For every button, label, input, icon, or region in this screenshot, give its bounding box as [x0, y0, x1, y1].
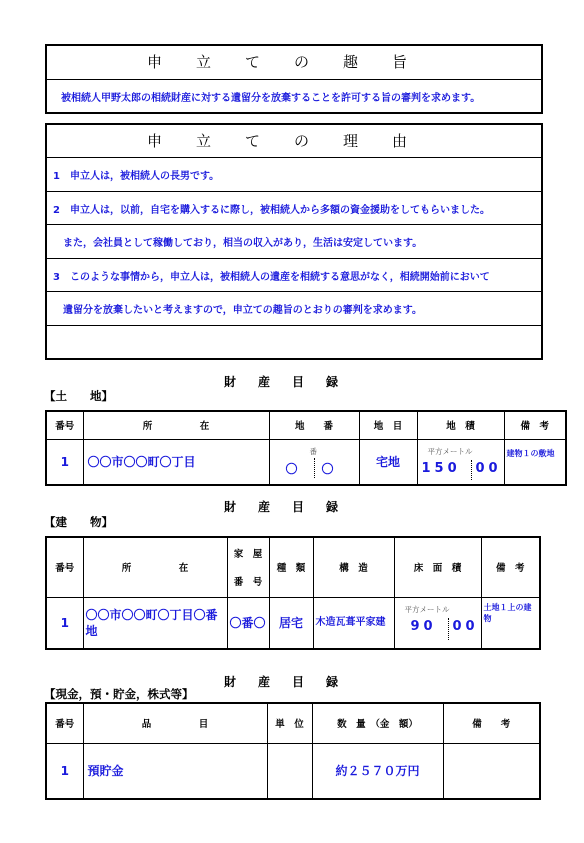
- building-cell-note: 土地１上の建物: [481, 597, 540, 649]
- building-floor-int: 90: [410, 618, 437, 634]
- building-label: 【建 物】: [44, 515, 113, 529]
- reason-line: [47, 326, 541, 357]
- reason-line: 1 申立人は，被相続人の長男です。: [47, 158, 541, 192]
- building-header-note: 備 考: [481, 537, 540, 597]
- cash-header-unit: 単 位: [267, 703, 312, 743]
- cash-cell-unit: [267, 743, 312, 799]
- land-lot-divider: [314, 458, 315, 478]
- land-lot-b: 〇: [321, 461, 334, 476]
- building-floor-dec: 00: [452, 618, 479, 634]
- cash-cell-item: 預貯金: [83, 743, 267, 799]
- building-cell-floor: [394, 597, 481, 649]
- cash-cell-qty: 約２５７０万円: [312, 743, 443, 799]
- land-area-dec: 00: [475, 460, 502, 476]
- building-header-floor: 床 面 積: [394, 537, 481, 597]
- cash-cell-note: [443, 743, 540, 799]
- reason-line: また，会社員として稼働しており，相当の収入があり，生活は安定しています。: [47, 225, 541, 259]
- reason-box: [45, 123, 543, 360]
- land-cell-location: 〇〇市〇〇町〇丁目: [83, 439, 269, 485]
- table-row: [46, 743, 540, 799]
- building-header-house-no-b: 番 号: [233, 577, 263, 589]
- cash-cell-no: 1: [46, 743, 83, 799]
- section-title-cash: 財産目録: [223, 675, 360, 689]
- building-floor-unit: 平方メートル: [404, 604, 450, 614]
- reason-header: 申立ての理由: [47, 125, 541, 158]
- land-area-divider: [471, 460, 472, 480]
- reason-line: 2 申立人は，以前，自宅を購入するに際し，被相続人から多額の資金援助をしてもらいました。: [47, 192, 541, 225]
- building-table: [45, 536, 541, 650]
- building-cell-no: 1: [46, 597, 83, 649]
- land-header-area: 地 積: [417, 411, 504, 439]
- land-cell-lot: [269, 439, 359, 485]
- land-cell-area: [417, 439, 504, 485]
- section-title-land: 財産目録: [223, 375, 360, 389]
- cash-header-no: 番号: [46, 703, 83, 743]
- cash-header-note: 備 考: [443, 703, 540, 743]
- building-header-no: 番号: [46, 537, 83, 597]
- building-cell-structure: 木造瓦葺平家建: [313, 597, 394, 649]
- building-cell-kind: 居宅: [269, 597, 313, 649]
- cash-table: [45, 702, 541, 800]
- land-header-no: 番号: [46, 411, 83, 439]
- land-label: 【土 地】: [44, 389, 113, 403]
- table-row: [46, 597, 540, 649]
- land-cell-note: 建物１の敷地: [504, 439, 566, 485]
- land-header-note: 備 考: [504, 411, 566, 439]
- purpose-header: 申立ての趣旨: [47, 46, 541, 80]
- purpose-box: [45, 44, 543, 114]
- building-header-structure: 構 造: [313, 537, 394, 597]
- section-title-building: 財産目録: [223, 500, 360, 514]
- land-table: [45, 410, 567, 486]
- building-header-kind: 種 類: [269, 537, 313, 597]
- cash-header-qty: 数 量 （金 額）: [312, 703, 443, 743]
- cash-label: 【現金，預・貯金，株式等】: [44, 687, 194, 701]
- table-row: [46, 439, 566, 485]
- building-header-location: 所 在: [83, 537, 227, 597]
- land-cell-no: 1: [46, 439, 83, 485]
- purpose-text: 被相続人甲野太郎の相続財産に対する遺留分を放棄することを許可する旨の審判を求めます。: [61, 93, 481, 104]
- building-cell-house-no: 〇番〇: [227, 597, 269, 649]
- reason-line: 遺留分を放棄したいと考えますので，申立ての趣旨のとおりの審判を求めます。: [47, 292, 541, 326]
- land-area-int: 150: [421, 460, 461, 476]
- building-cell-location: 〇〇市〇〇町〇丁目〇番地: [83, 597, 227, 649]
- land-area-unit: 平方メートル: [427, 446, 473, 456]
- land-lot-unit: 番: [309, 446, 317, 456]
- building-header-house-no: [227, 537, 269, 597]
- land-header-use: 地 目: [359, 411, 417, 439]
- land-cell-use: 宅地: [359, 439, 417, 485]
- land-header-lot: 地 番: [269, 411, 359, 439]
- cash-header-item: 品 目: [83, 703, 267, 743]
- building-header-house-no-a: 家 屋: [233, 549, 263, 561]
- reason-line: 3 このような事情から，申立人は，被相続人の遺産を相続する意思がなく，相続開始前において: [47, 259, 541, 292]
- building-floor-divider: [448, 618, 449, 640]
- land-lot-a: 〇: [285, 461, 298, 476]
- land-header-location: 所 在: [83, 411, 269, 439]
